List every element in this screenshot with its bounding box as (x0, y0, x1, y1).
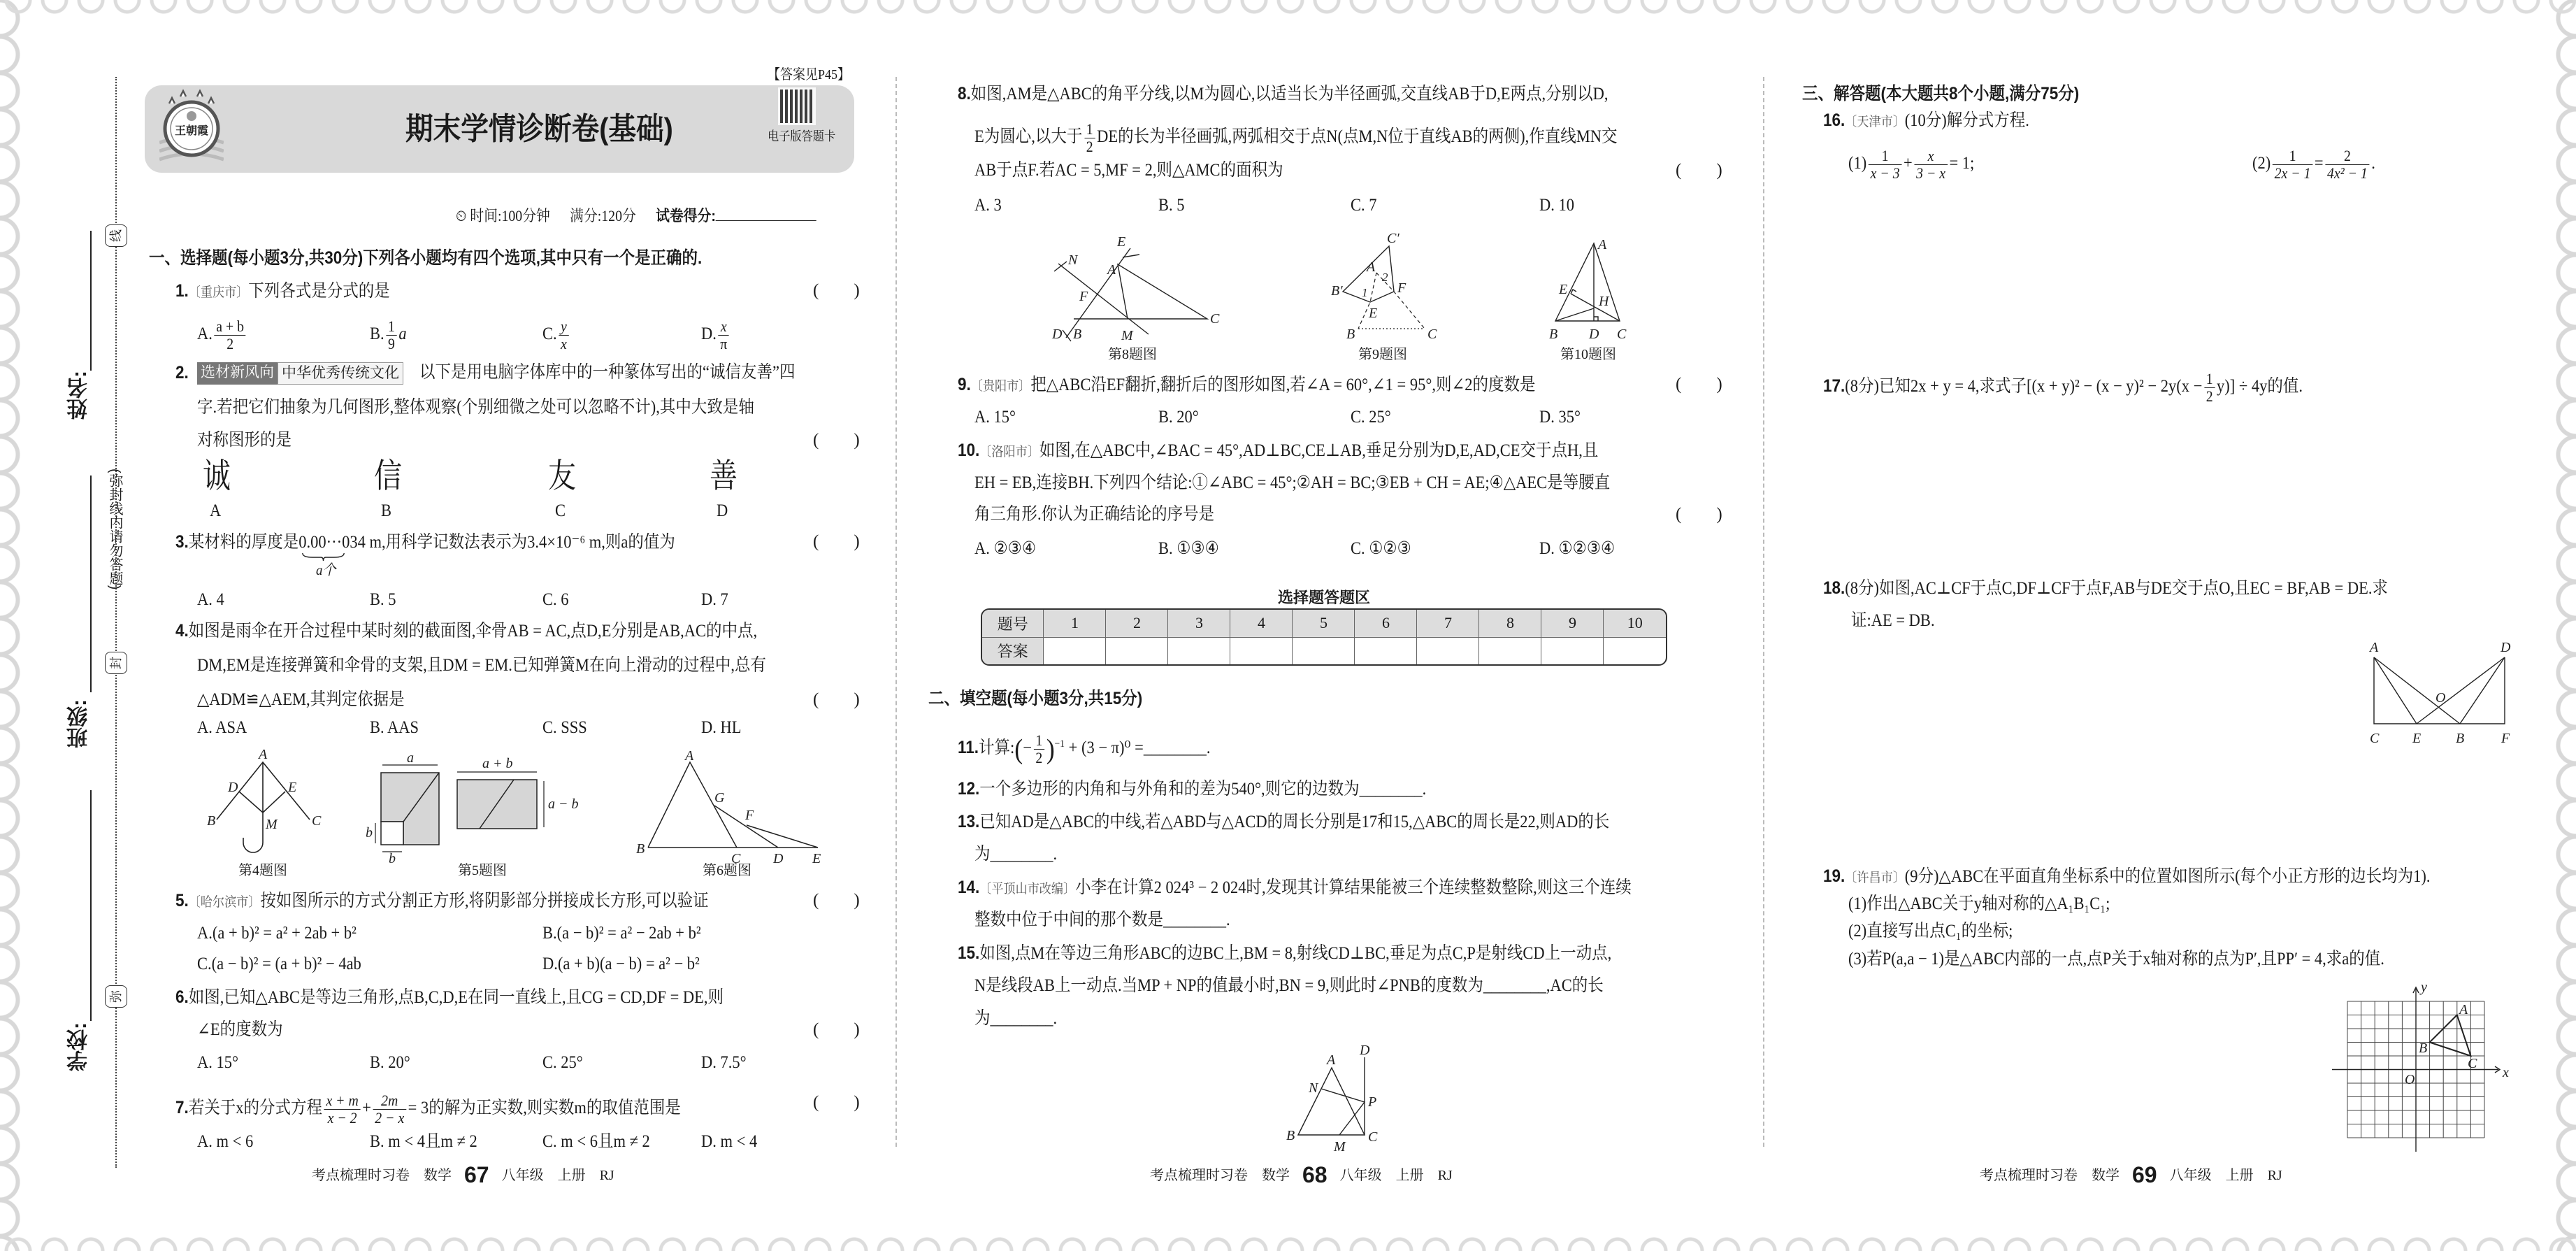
question-9: 9.〔贵阳市〕把△ABC沿EF翻折,翻折后的图形如图,若∠A = 60°,∠1 = 95°,则∠2的度数是 (958, 375, 1536, 394)
table-header-cell: 题号 (982, 610, 1044, 638)
question-14-line: 整数中位于中间的那个数是________. (974, 910, 1230, 929)
svg-text:C: C (1427, 327, 1437, 342)
option-d[interactable]: D. 7.5° (701, 1053, 747, 1072)
answer-paren[interactable]: ( ) (1676, 375, 1722, 394)
topic-badge: 选材新风向 中华优秀传统文化 (197, 362, 403, 385)
svg-text:A: A (685, 748, 694, 764)
blank-field[interactable]: ________ (990, 1009, 1053, 1028)
seal-script-glyph: 友 (548, 457, 576, 495)
option-b[interactable]: B. $\frac{1}{9}$ a (370, 317, 407, 352)
question-16-part-1: (1) $\frac{1}{x - 3}$ + $\frac{x}{3 - x}$ = 1; (1848, 147, 1975, 182)
figure-19-coordinate-grid (2328, 979, 2517, 1157)
qr-code[interactable] (780, 90, 814, 123)
option-d[interactable]: D. $\frac{x}{\pi}$ (701, 318, 731, 352)
question-19-part: (2)直接写出点C₁的坐标; (1848, 922, 2013, 941)
option-c[interactable]: C. 7 (1351, 196, 1377, 215)
option-a[interactable]: A. 15° (197, 1053, 239, 1072)
svg-text:2: 2 (1382, 271, 1388, 284)
school-field[interactable] (90, 790, 92, 1021)
svg-text:B: B (1549, 327, 1558, 342)
answer-cell[interactable] (1541, 638, 1604, 664)
answer-table-title: 选择题答题区 (1277, 589, 1371, 606)
question-1: 1.〔重庆市〕下列各式是分式的是 (175, 281, 390, 301)
svg-text:C: C (312, 813, 322, 829)
svg-text:B: B (1346, 327, 1355, 342)
svg-text:B: B (2419, 1041, 2428, 1056)
option-c[interactable]: C. 25° (1351, 408, 1391, 427)
question-4-line: DM,EM是连接弹簧和伞骨的支架,且DM = EM.已知弹簧M在向上滑动的过程中,总有 (197, 656, 766, 675)
svg-text:E: E (1559, 282, 1568, 297)
answer-cell[interactable] (1479, 638, 1541, 664)
svg-text:F: F (2501, 731, 2510, 746)
option-a[interactable]: A. m < 6 (197, 1132, 254, 1151)
page-footer: 考点梳理时习卷 数学 67 八年级 上册 RJ (312, 1162, 614, 1187)
table-row: 题号 1 2 3 4 5 6 7 8 9 10 (982, 610, 1666, 638)
option-a[interactable]: A. $\frac{a + b}{2}$ (197, 318, 247, 352)
option-c[interactable]: C. 25° (542, 1053, 583, 1072)
svg-text:C: C (2468, 1056, 2477, 1071)
seal-mark: 封 (105, 652, 127, 674)
figure-6-triangle (629, 748, 832, 864)
blank-field[interactable]: ________ (1359, 780, 1423, 799)
question-8-line: 8.如图,AM是△ABC的角平分线,以M为圆心,以适当长为半径画弧,交直线AB于D,E两点,分别以D, (958, 84, 1609, 103)
figure-caption: 第4题图 (238, 863, 287, 878)
svg-text:C: C (1368, 1129, 1378, 1145)
answer-reference: 【答案见P45】 (768, 67, 851, 83)
question-2-line: 字.若把它们抽象为几何图形,整体观察(个别细微之处可以忽略不计),其中大致是轴 (197, 398, 754, 417)
svg-text:D: D (2501, 640, 2511, 655)
blank-field[interactable]: ________ (1143, 738, 1207, 758)
question-15-line: N是线段AB上一动点.当MP + NP的值最小时,BN = 9,则此时∠PNB的度数为________,AC的长 (974, 976, 1604, 995)
svg-text:B: B (1286, 1128, 1295, 1143)
section-heading-choice: 一、选择题(每小题3分,共30分)下列各小题均有四个选项,其中只有一个是正确的. (149, 248, 703, 268)
svg-text:B′: B′ (1331, 283, 1343, 299)
answer-cell[interactable] (1293, 638, 1355, 664)
question-2-line: 对称图形的是 (197, 431, 292, 450)
svg-text:F: F (745, 808, 754, 823)
svg-text:a − b: a − b (548, 796, 579, 812)
question-4-line: △ADM≌△AEM,其判定依据是 (197, 690, 405, 709)
svg-text:E: E (1117, 234, 1126, 250)
column-divider (895, 77, 897, 1147)
figure-9-fold (1328, 231, 1440, 346)
option-b[interactable]: B. 5 (1158, 196, 1185, 215)
question-10-line: EH = EB,连接BH.下列四个结论:①∠ABC = 45°;②AH = BC;③EB + CH = AE;④△AEC是等腰直 (974, 473, 1611, 492)
option-c[interactable]: C. m < 6且m ≠ 2 (542, 1132, 650, 1151)
option-d[interactable]: D. 35° (1539, 408, 1581, 427)
figure-15-triangle (1279, 1045, 1391, 1157)
question-5: 5.〔哈尔滨市〕按如图所示的方式分割正方形,将阴影部分拼接成长方形,可以验证 (175, 891, 709, 910)
svg-text:C: C (2370, 731, 2380, 746)
option-c[interactable]: C. SSS (542, 718, 587, 737)
figure-caption: 第6题图 (703, 863, 751, 878)
option-b[interactable]: B. 5 (370, 590, 396, 609)
svg-text:C′: C′ (1387, 231, 1399, 246)
option-b[interactable]: B. 20° (1158, 408, 1199, 427)
answer-paren[interactable]: ( ) (1676, 161, 1722, 180)
answer-paren[interactable]: ( ) (813, 431, 860, 450)
question-8-line: AB于点F.若AC = 5,MF = 2,则△AMC的面积为 (974, 161, 1283, 180)
seal-script-glyph: 诚 (203, 457, 231, 495)
option-c[interactable]: C. 6 (542, 590, 569, 609)
qr-caption: 电子版答题卡 (768, 129, 836, 143)
score-field[interactable] (716, 205, 816, 221)
svg-text:A: A (1367, 259, 1376, 275)
question-10-line: 10.〔洛阳市〕如图,在△ABC中,∠BAC = 45°,AD⊥BC,CE⊥AB,垂足分别为D,E,AD,CE交于点H,且 (958, 441, 1599, 460)
question-13-line: 13.已知AD是△ABC的中线,若△ABD与△ACD的周长分别是17和15,△ABC的周长是22,则AD的长 (958, 812, 1610, 831)
table-row (982, 638, 1666, 664)
question-17: 17.(8分)已知2x + y = 4,求式子[(x + y)² − (x − y)² − 2y(x − $\frac{1}{2}$ y)] ÷ 4y的值. (1823, 370, 2303, 405)
svg-text:C: C (1210, 311, 1220, 327)
svg-text:P: P (1368, 1094, 1377, 1110)
figure-caption: 第8题图 (1108, 347, 1157, 362)
option-a[interactable]: A. 15° (974, 408, 1016, 427)
svg-text:E: E (2412, 731, 2422, 746)
class-label: 班级: (68, 699, 91, 748)
question-15-line: 15.如图,点M在等边三角形ABC的边BC上,BM = 8,射线CD⊥BC,垂足为点C,P是射线CD上一动点, (958, 943, 1612, 963)
clock-icon: ⏲ (456, 207, 470, 224)
option-a[interactable]: A. ASA (197, 718, 247, 737)
svg-text:M: M (1121, 328, 1133, 343)
svg-text:F: F (1079, 289, 1088, 304)
svg-text:1: 1 (1362, 286, 1368, 299)
question-12: 12.一个多边形的内角和与外角和的差为540°,则它的边数为________. (958, 779, 1427, 799)
svg-text:H: H (1599, 294, 1609, 309)
name-field[interactable] (90, 231, 92, 371)
answer-cell[interactable] (1230, 638, 1293, 664)
option-b[interactable]: B. ①③④ (1158, 539, 1219, 558)
answer-cell[interactable] (1355, 638, 1417, 664)
svg-text:a: a (407, 750, 414, 766)
seal-mark: 线 (105, 224, 127, 247)
answer-cell[interactable] (1417, 638, 1479, 664)
answer-cell[interactable] (1106, 638, 1168, 664)
svg-text:N: N (1068, 252, 1078, 268)
svg-text:x: x (2503, 1065, 2509, 1080)
svg-text:O: O (2405, 1072, 2415, 1087)
seal-script-glyph: 信 (374, 457, 402, 495)
question-15-line: 为________. (974, 1009, 1058, 1028)
figure-18 (2359, 633, 2520, 748)
svg-text:A: A (259, 748, 268, 762)
svg-text:M: M (1334, 1139, 1346, 1155)
figure-4-umbrella (203, 748, 329, 864)
answer-cell[interactable] (1604, 638, 1666, 664)
svg-text:b: b (389, 851, 396, 864)
seal-note: (弥封线内请勿答题) (107, 469, 122, 590)
blank-field[interactable]: ________ (1163, 910, 1227, 929)
svg-text:E: E (1369, 306, 1378, 321)
svg-text:a + b: a + b (482, 756, 513, 771)
question-6-line: ∠E的度数为 (197, 1020, 283, 1039)
svg-text:A: A (1598, 237, 1607, 252)
question-18-line: 证:AE = DB. (1851, 611, 1935, 630)
answer-paren[interactable]: ( ) (813, 1020, 860, 1039)
option-a[interactable]: A. 4 (197, 590, 224, 609)
answer-paren[interactable]: ( ) (813, 891, 860, 910)
option-d[interactable]: D. 7 (701, 590, 728, 609)
question-7: 7.若关于x的分式方程 $\frac{x + m}{x - 2}$ + $\frac{2m}{2 - x}$ = 3的解为正实数,则实数m的取值范围是 (175, 1092, 681, 1127)
svg-text:E: E (812, 851, 821, 864)
svg-text:C: C (1617, 327, 1627, 342)
figure-8-bisector (1045, 231, 1227, 346)
question-16: 16.〔天津市〕(10分)解分式方程. (1823, 110, 2029, 130)
svg-text:B: B (207, 813, 216, 829)
option-c[interactable]: C. $\frac{y}{x}$ (542, 318, 570, 352)
wavy-border-left (0, 0, 49, 1251)
svg-text:F: F (1397, 280, 1406, 296)
school-label: 学校: (68, 1022, 91, 1071)
page-number: 69 (2132, 1162, 2157, 1187)
option-d[interactable]: D. m < 4 (701, 1132, 758, 1151)
seal-script-glyph: 善 (710, 457, 737, 495)
svg-text:M: M (266, 817, 278, 832)
publisher-logo-icon (159, 88, 224, 165)
answer-paren[interactable]: ( ) (813, 281, 860, 300)
figure-5-squares (364, 748, 580, 864)
option-d[interactable]: D. ①②③④ (1539, 539, 1616, 558)
option-c[interactable]: C (555, 501, 566, 520)
option-a[interactable]: A. ②③④ (974, 539, 1037, 558)
svg-text:D: D (1589, 327, 1599, 342)
name-label: 姓名: (68, 371, 91, 420)
svg-text:D: D (1052, 327, 1063, 342)
question-19: 19.〔许昌市〕(9分)△ABC在平面直角坐标系中的位置如图所示(每个小正方形的边长均为1). (1823, 866, 2431, 886)
option-b[interactable]: B (381, 501, 392, 520)
option-a[interactable]: A. 3 (974, 196, 1002, 215)
page-number: 67 (464, 1162, 489, 1187)
page-number: 68 (1302, 1162, 1327, 1187)
option-d[interactable]: D. HL (701, 718, 742, 737)
question-11: 11.计算:(− $\frac{1}{2}$ )$^{-1}$ + (3 − π)⁰ =________. (958, 731, 1211, 766)
triangle-abc (2430, 1015, 2471, 1057)
answer-paren[interactable]: ( ) (813, 1093, 860, 1112)
figure-caption: 第5题图 (458, 863, 507, 878)
question-13-line: 为________. (974, 845, 1058, 864)
question-8-line: E为圆心,以大于 $\frac{1}{2}$ DE的长为半径画弧,两弧相交于点N(点M,N位于直线AB的两侧),作直线MN交 (974, 120, 1618, 155)
wavy-border-right (2534, 0, 2576, 1251)
svg-text:C: C (731, 851, 741, 864)
page-footer: 考点梳理时习卷 数学 68 八年级 上册 RJ (1150, 1162, 1453, 1187)
option-a[interactable]: A.(a + b)² = a² + 2ab + b² (197, 924, 357, 943)
section-heading-fill: 二、填空题(每小题3分,共15分) (928, 689, 1143, 708)
svg-text:D: D (773, 851, 784, 864)
svg-text:A: A (2459, 1002, 2468, 1017)
svg-text:D: D (228, 780, 238, 795)
svg-text:B: B (2456, 731, 2465, 746)
svg-text:y: y (2421, 980, 2427, 995)
page-title: 期末学情诊断卷(基础) (405, 112, 673, 146)
column-divider (1763, 77, 1764, 1147)
svg-text:E: E (288, 780, 297, 795)
section-heading-solve: 三、解答题(本大题共8个小题,满分75分) (1802, 84, 2080, 103)
svg-text:D: D (1360, 1045, 1370, 1058)
blank-field[interactable]: ________ (1483, 976, 1546, 995)
option-c[interactable]: C. ①②③ (1351, 539, 1411, 558)
svg-text:N: N (1309, 1080, 1318, 1096)
option-b[interactable]: B. AAS (370, 718, 419, 737)
svg-text:王朝霞: 王朝霞 (174, 125, 209, 137)
question-6-line: 6.如图,已知△ABC是等边三角形,点B,C,D,E在同一直线上,且CG = CD,DF = DE,则 (175, 987, 724, 1007)
table-header-cell: 答案 (982, 638, 1044, 664)
answer-cell[interactable] (1168, 638, 1230, 664)
question-2-number: 2. (175, 363, 189, 383)
svg-text:A: A (1327, 1052, 1336, 1068)
option-c[interactable]: C.(a − b)² = (a + b)² − 4ab (197, 955, 361, 973)
answer-paren[interactable]: ( ) (813, 532, 860, 551)
figure-caption: 第9题图 (1358, 347, 1407, 362)
option-b[interactable]: B.(a − b)² = a² − 2ab + b² (542, 924, 701, 943)
svg-text:B: B (1073, 327, 1082, 342)
svg-text:A: A (2370, 640, 2379, 655)
question-19-part: (1)作出△ABC关于y轴对称的△A₁B₁C₁; (1848, 894, 2110, 913)
answer-table (981, 608, 1667, 666)
option-b[interactable]: B. m < 4且m ≠ 2 (370, 1132, 477, 1151)
question-18-line: 18.(8分)如图,AC⊥CF于点C,DF⊥CF于点F,AB与DE交于点O,且EC = BF,AB = DE.求 (1823, 578, 2388, 598)
figure-caption: 第10题图 (1560, 347, 1616, 362)
wavy-border-bottom (0, 1230, 2576, 1251)
answer-cell[interactable] (1044, 638, 1106, 664)
blank-field[interactable]: ________ (990, 845, 1053, 864)
page-footer: 考点梳理时习卷 数学 69 八年级 上册 RJ (1980, 1162, 2282, 1187)
question-16-part-2: (2) $\frac{1}{2x - 1}$ = $\frac{2}{\text{4x² − 1}}$ . (2252, 147, 2375, 182)
svg-text:b: b (366, 825, 373, 841)
question-4-line: 4.如图是雨伞在开合过程中某时刻的截面图,伞骨AB = AC,点D,E分别是AB,AC的中点, (175, 621, 758, 641)
svg-text:O: O (2435, 690, 2446, 706)
answer-paren[interactable]: ( ) (1676, 505, 1722, 524)
svg-text:B: B (636, 841, 645, 857)
option-a[interactable]: A (210, 501, 222, 520)
option-d[interactable]: D (717, 501, 728, 520)
brace-label: a个 (316, 562, 336, 578)
option-d[interactable]: D. 10 (1539, 196, 1575, 215)
option-d[interactable]: D.(a + b)(a − b) = a² − b² (542, 955, 700, 973)
question-3: 3.某材料的厚度是0.00···0 34 m,用科学记数法表示为3.4×10⁻⁶ m,则a的值为 (175, 531, 675, 553)
svg-text:G: G (714, 790, 725, 806)
question-10-line: 角三角形.你认为正确结论的序号是 (974, 505, 1215, 524)
question-19-part: (3)若P(a,a − 1)是△ABC内部的一点,点P关于x轴对称的点为P′,且PP′ = 4,求a的值. (1848, 950, 2384, 968)
figure-10-triangle (1538, 231, 1636, 346)
class-field[interactable] (90, 476, 92, 692)
seal-mark: 弥 (105, 985, 127, 1008)
option-b[interactable]: B. 20° (370, 1053, 410, 1072)
question-14-line: 14.〔平顶山市改编〕小李在计算2 024³ − 2 024时,发现其计算结果能被三个连续整数整除,则这三个连续 (958, 878, 1632, 897)
wavy-border-top (0, 0, 2576, 21)
svg-text:A: A (1107, 262, 1116, 278)
answer-paren[interactable]: ( ) (813, 690, 860, 709)
question-2-line: 以下是用电脑字体库中的一种篆体写出的“诚信友善”四 (419, 363, 796, 382)
exam-info: ⏲ 时间:100分钟 满分:120分 试卷得分: (456, 205, 816, 227)
